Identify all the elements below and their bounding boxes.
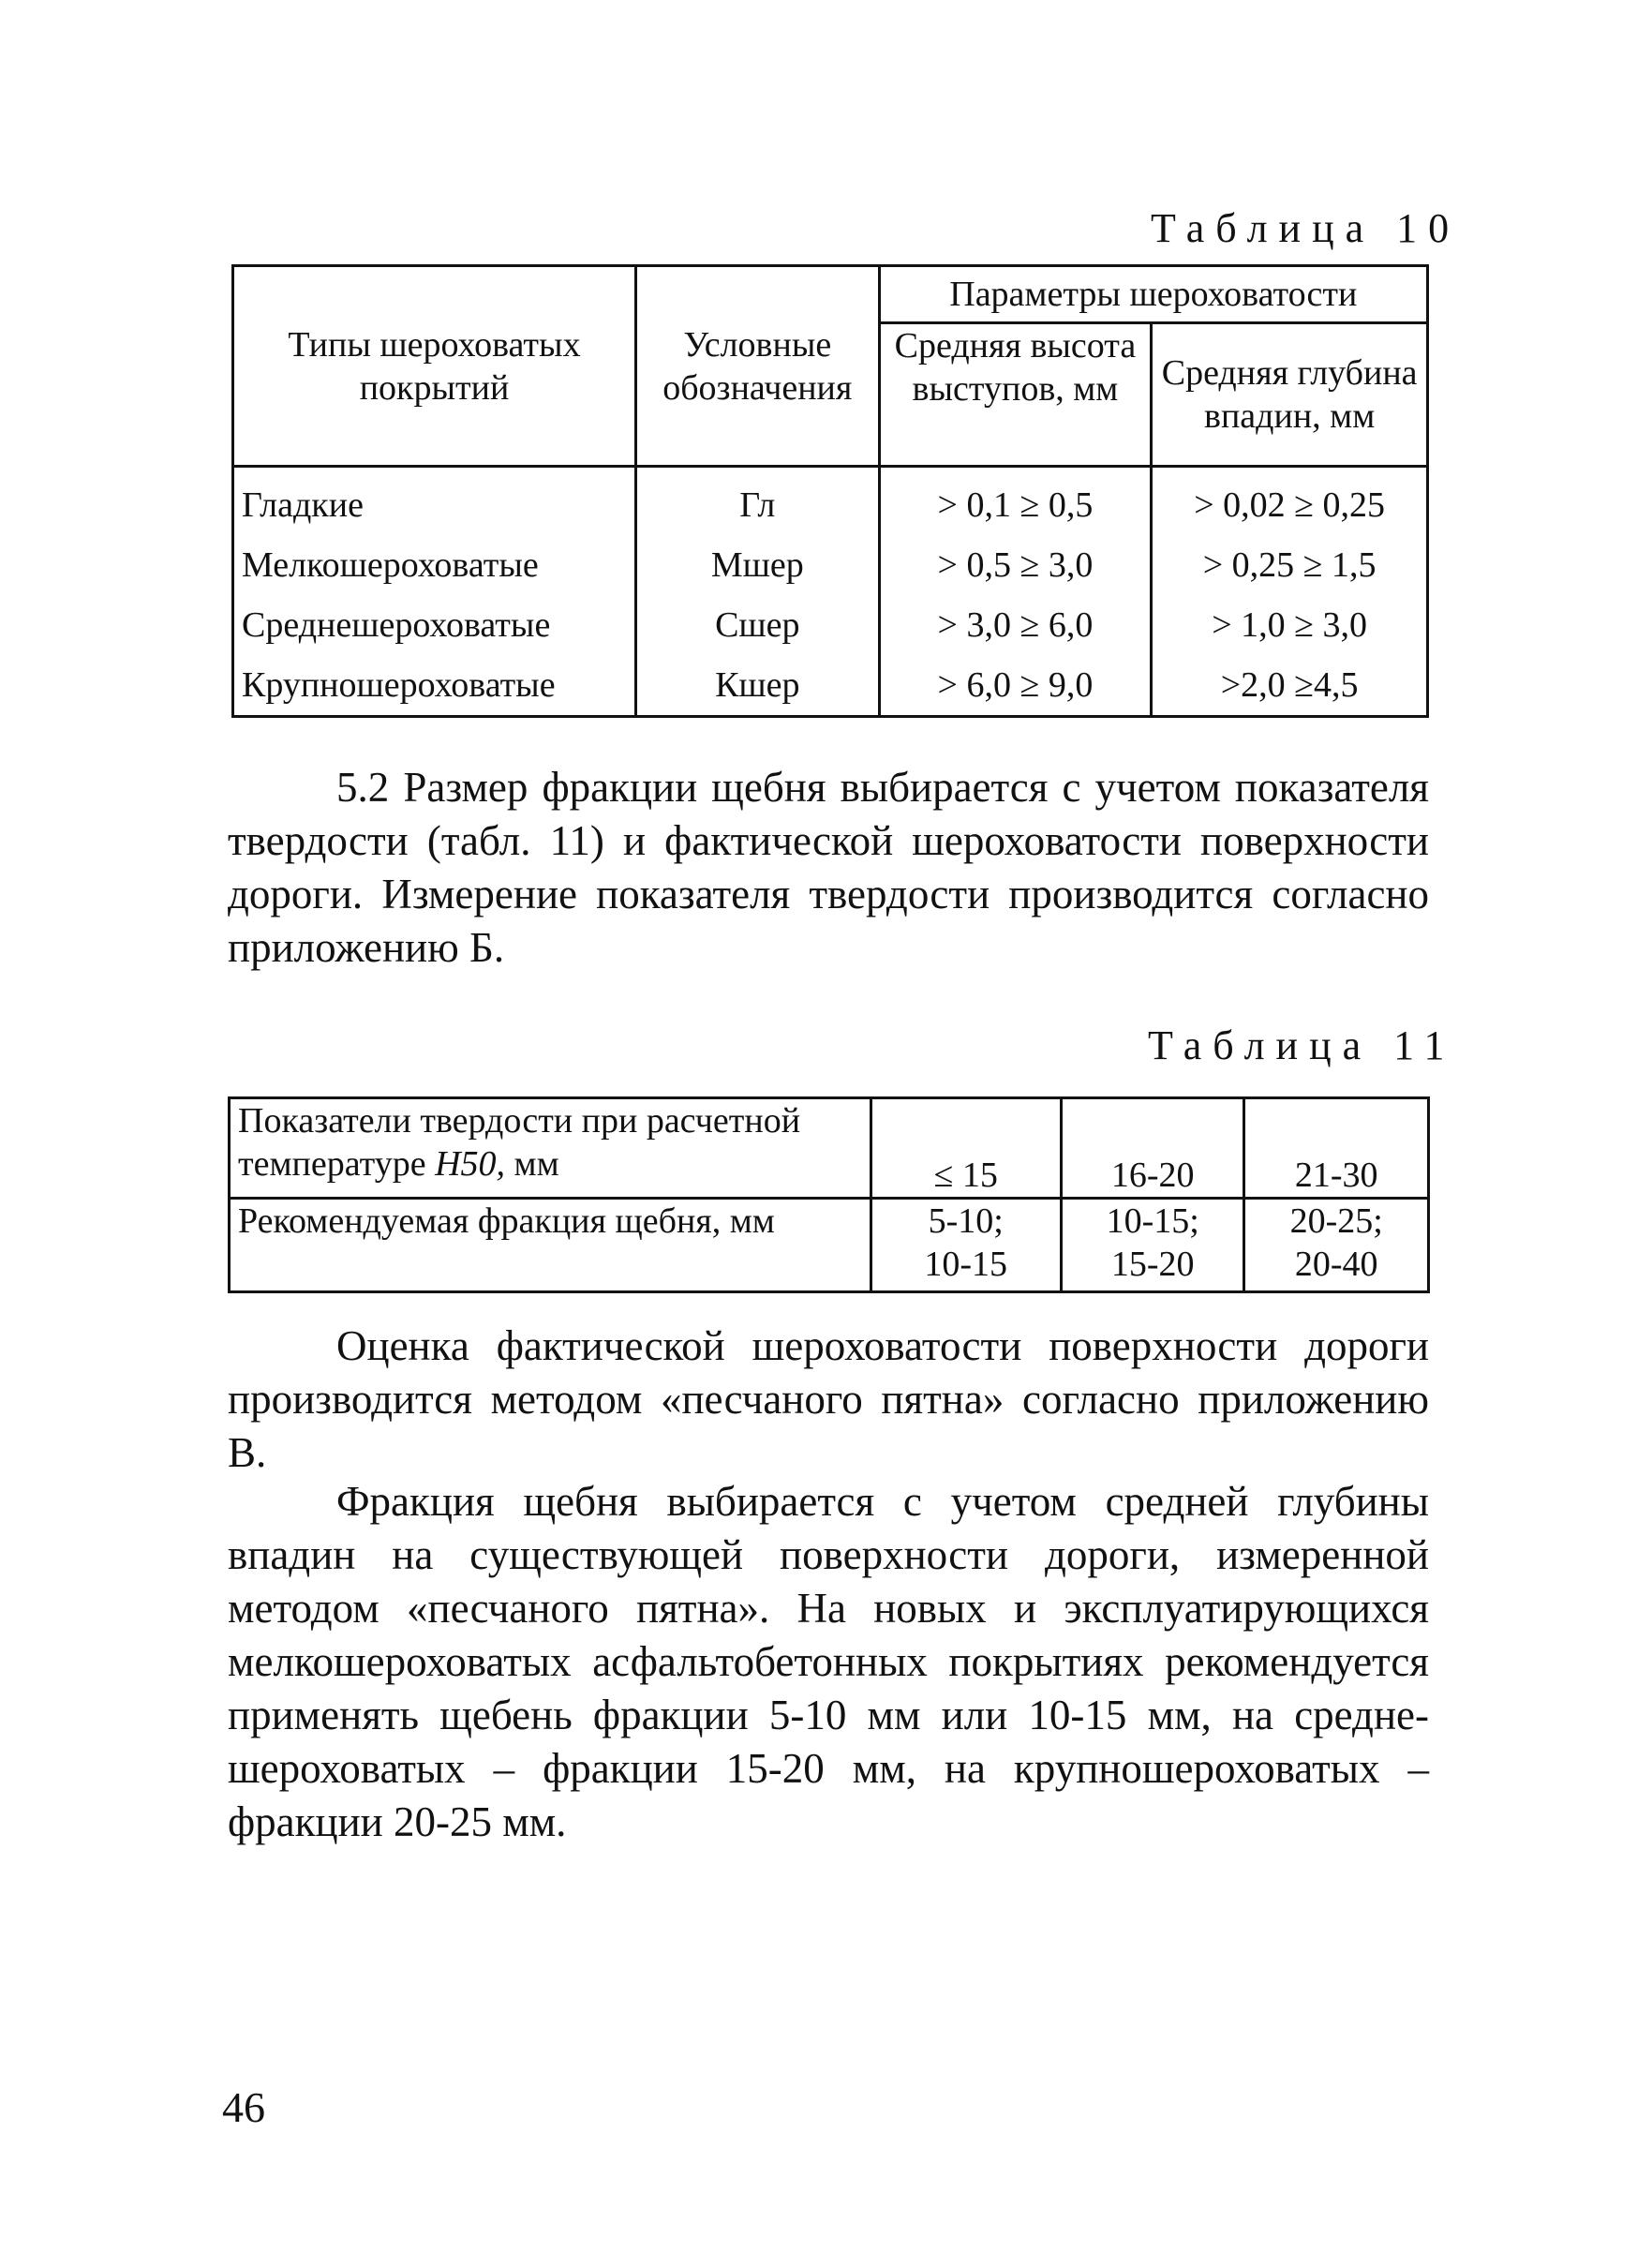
paragraph-5-2: 5.2 Размер фракции щебня выбирается с учетом показателя твердости (табл. 11) и фактической шероховатости поверхности дороги. Измерение показателя твердости производится согласно приложению Б.: [228, 764, 1429, 971]
table-row: [233, 467, 1428, 536]
table-10-caption: Таблица 10: [1151, 205, 1461, 251]
fraction-value: 5-10; 10-15: [871, 1199, 1061, 1292]
cell-height: > 6,0 ≥ 9,0: [879, 655, 1152, 717]
table-row: [233, 655, 1428, 717]
table-row: [233, 535, 1428, 595]
cell-type: Мелкошероховатые: [233, 535, 636, 595]
cell-symbol: Сшер: [636, 595, 880, 655]
fraction-value: 10-15; 15-20: [1061, 1199, 1244, 1292]
cell-type: Среднешероховатые: [233, 595, 636, 655]
table-11-caption: Таблица 11: [1148, 1022, 1456, 1068]
cell-height: > 3,0 ≥ 6,0: [879, 595, 1152, 655]
table-10: [231, 264, 1429, 718]
cell-depth: > 0,02 ≥ 0,25: [1152, 467, 1428, 536]
cell-depth: >2,0 ≥4,5: [1152, 655, 1428, 717]
fraction-value: 20-25; 20-40: [1244, 1199, 1429, 1292]
header-params: Параметры шероховатости: [879, 266, 1427, 323]
header-symbol: Условные обозначения: [636, 266, 880, 467]
cell-depth: > 1,0 ≥ 3,0: [1152, 595, 1428, 655]
hardness-value: ≤ 15: [871, 1098, 1061, 1199]
fraction-label: Рекомендуемая фракция щебня, мм: [230, 1199, 871, 1292]
cell-type: Гладкие: [233, 467, 636, 536]
header-type: Типы шероховатых покрытий: [233, 266, 636, 467]
hardness-value: 21-30: [1244, 1098, 1429, 1199]
cell-symbol: Кшер: [636, 655, 880, 717]
hardness-value: 16-20: [1061, 1098, 1244, 1199]
header-avg-height: Средняя высота выступов, мм: [879, 323, 1152, 467]
header-avg-depth: Средняя глубина впадин, мм: [1152, 323, 1428, 467]
cell-symbol: Гл: [636, 467, 880, 536]
paragraph-fraction-choice: Фракция щебня выбирается с учетом средней глубины впадин на существующей поверхности дороги, измеренной методом «песчаного пятна». На новых и эксплуатирующихся мелкошероховатых асфальтобетонных покрытиях рекомендуется применять щебень фракции 5-10 мм или 10-15 мм, на средне-шероховатых – фракции 15-20 мм, на крупношероховатых – фракции 20-25 мм.: [228, 1478, 1429, 1845]
table-row: [233, 595, 1428, 655]
cell-type: Крупношероховатые: [233, 655, 636, 717]
table-11: [228, 1096, 1430, 1293]
cell-height: > 0,5 ≥ 3,0: [879, 535, 1152, 595]
page-number: 46: [222, 2083, 265, 2131]
hardness-label: Показатели твердости при расчетной температуре H50, мм: [230, 1098, 871, 1199]
cell-height: > 0,1 ≥ 0,5: [879, 467, 1152, 536]
paragraph-sand-patch: Оценка фактической шероховатости поверхности дороги производится методом «песчаного пятна» согласно приложению В.: [228, 1322, 1429, 1476]
cell-symbol: Мшер: [636, 535, 880, 595]
cell-depth: > 0,25 ≥ 1,5: [1152, 535, 1428, 595]
